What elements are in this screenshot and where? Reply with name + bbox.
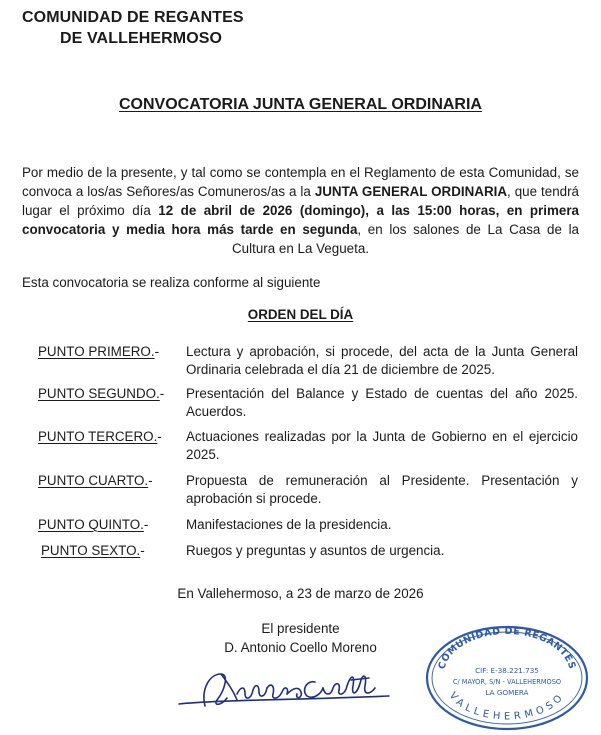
seal-line-cif: CIF: E-38.221.735 xyxy=(475,666,539,675)
handwritten-signature xyxy=(175,660,395,725)
seal-line-island: LA GOMERA xyxy=(485,688,529,697)
agenda-item-label: PUNTO TERCERO.- xyxy=(38,429,162,444)
intro-text-2: , que tendrá lugar el próximo día xyxy=(22,184,579,218)
intro-text-3: , en los salones de La Casa de la Cultura en La Vegueta. xyxy=(232,222,579,256)
seal-arc-bottom: VALLEHERMOSO xyxy=(446,690,568,723)
agenda-item-text: Manifestaciones de la presidencia. xyxy=(186,517,392,532)
intro-text-1: Por medio de la presente, y tal como se contempla en el Reglamento de esta Comunidad, se convoca a los/as Señores/as Comuneros/as a la xyxy=(22,165,579,199)
svg-text:COMUNIDAD DE REGANTES xyxy=(436,626,577,671)
agenda-item-text: Presentación del Balance y Estado de cuentas del año 2025. Acuerdos. xyxy=(186,386,578,419)
agenda-item-label: PUNTO CUARTO.- xyxy=(38,473,153,488)
official-seal-stamp xyxy=(424,624,590,732)
signer-role: El presidente xyxy=(261,621,340,636)
agenda-title: ORDEN DEL DÍA xyxy=(247,307,354,322)
organization-name-line1: COMUNIDAD DE REGANTES xyxy=(22,9,244,26)
place-and-date: En Vallehermoso, a 23 de marzo de 2026 xyxy=(177,586,424,601)
agenda-item-label: PUNTO SEGUNDO.- xyxy=(38,386,165,401)
document-title: CONVOCATORIA JUNTA GENERAL ORDINARIA xyxy=(119,96,482,113)
agenda-item-text: Actuaciones realizadas por la Junta de Gobierno en el ejercicio 2025. xyxy=(186,429,578,462)
agenda-item-label: PUNTO PRIMERO.- xyxy=(38,344,160,359)
agenda-item-label: PUNTO QUINTO.- xyxy=(38,517,149,532)
seal-arc-top: COMUNIDAD DE REGANTES xyxy=(436,625,578,671)
conforme-text: Esta convocatoria se realiza conforme al siguiente xyxy=(22,275,321,290)
agenda-item-label: PUNTO SEXTO.- xyxy=(41,543,145,558)
organization-name-line2: DE VALLEHERMOSO xyxy=(60,30,223,47)
seal-line-address: C/ MAYOR, S/N - VALLEHERMOSO xyxy=(452,678,562,686)
agenda-item-text: Lectura y aprobación, si procede, del acta de la Junta General Ordinaria celebrada el día 21 de diciembre de 2025. xyxy=(186,344,578,377)
signer-name: D. Antonio Coello Moreno xyxy=(224,640,377,655)
intro-bold-2: 12 de abril de 2026 (domingo), a las 15:00 horas, en primera convocatoria y media hora más tarde en segunda xyxy=(22,203,579,237)
agenda-item-text: Ruegos y preguntas y asuntos de urgencia. xyxy=(186,543,445,558)
agenda-item-text: Propuesta de remuneración al Presidente. Presentación y aprobación si procede. xyxy=(186,473,578,506)
intro-bold-1: JUNTA GENERAL ORDINARIA xyxy=(314,184,508,199)
intro-paragraph xyxy=(22,163,579,258)
